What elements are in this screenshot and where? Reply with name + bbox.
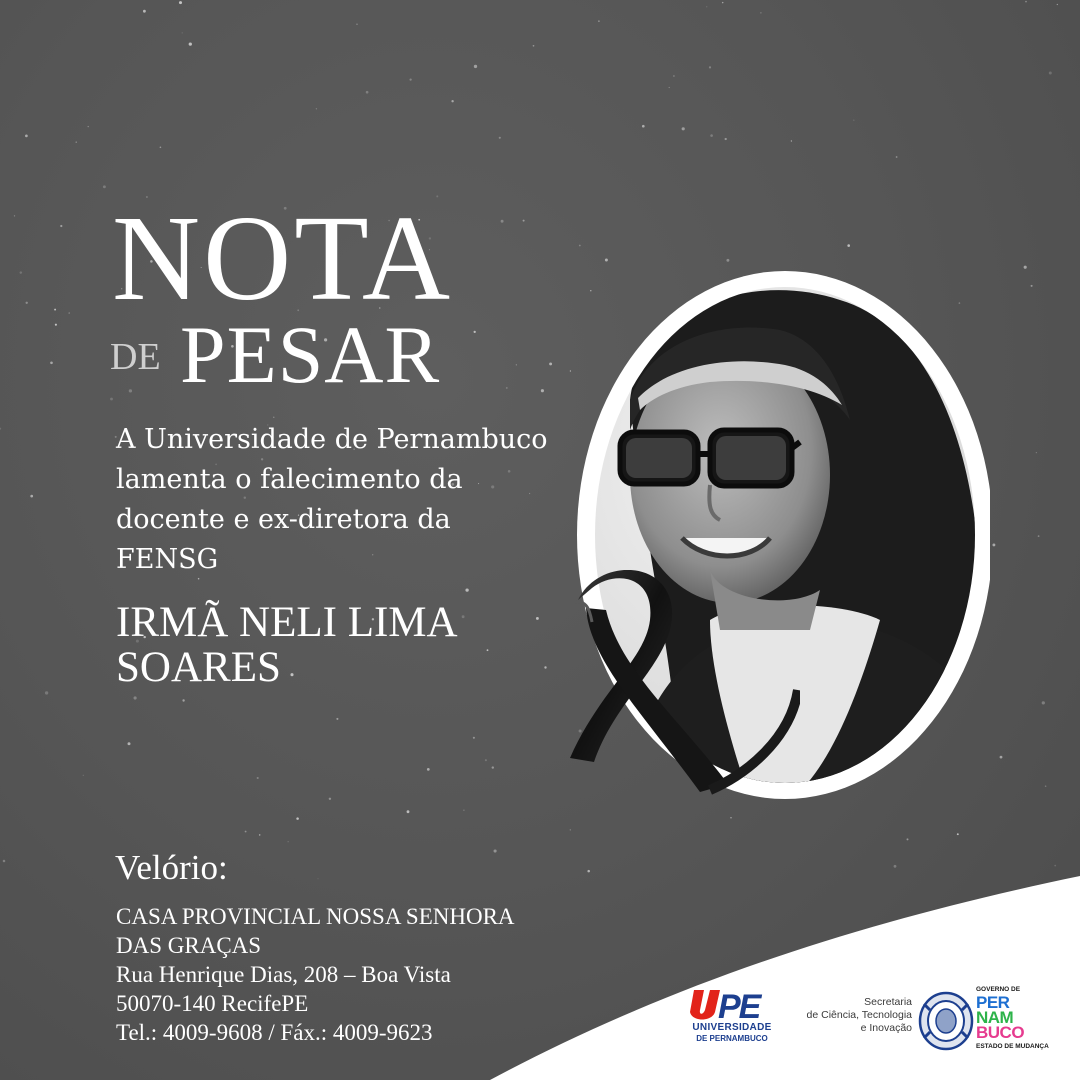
intro-text: A Universidade de Pernambuco lamenta o falecimento da docente e ex-diretora da FENSG [116,424,548,575]
address-line: CASA PROVINCIAL NOSSA SENHORA [116,904,515,929]
deceased-name: IRMÃ NELI LIMA SOARES [116,599,456,691]
governo-word-line: BUCO [976,1023,1025,1042]
upe-line2: DE PERNAMBUCO [696,1034,768,1043]
title-nota: NOTA [112,191,454,326]
upe-line1: UNIVERSIDADE [692,1022,772,1033]
wake-address [116,902,596,1047]
svg-text:PE: PE [718,988,760,1022]
secretaria-logo [778,996,912,1035]
upe-logo [680,988,770,1050]
governo-word-line: NAM [976,1008,1014,1027]
governo-pernambuco-logo [976,986,1056,1056]
secretaria-line: Secretaria [864,996,912,1008]
secretaria-line: de Ciência, Tecnologia [806,1009,912,1021]
black-ribbon-icon [560,570,800,810]
address-line: 50070-140 RecifePE [116,991,309,1016]
wake-label: Velório: [115,848,228,887]
upe-mark-icon [690,988,774,1022]
secretaria-line: e Inovação [860,1022,912,1034]
governo-top-text: GOVERNO DE [976,986,1021,993]
governo-word-line: PER [976,993,1010,1012]
state-seal-icon [918,990,974,1052]
address-line: DAS GRAÇAS [116,933,262,958]
title-de: DE [110,336,161,378]
governo-bottom-text: ESTADO DE MUDANÇA [976,1043,1049,1050]
address-line: Rua Henrique Dias, 208 – Boa Vista [116,962,451,987]
address-line: Tel.: 4009-9608 / Fáx.: 4009-9623 [116,1020,433,1045]
footer-logos [660,980,1060,1060]
title-pesar: PESAR [180,309,441,400]
